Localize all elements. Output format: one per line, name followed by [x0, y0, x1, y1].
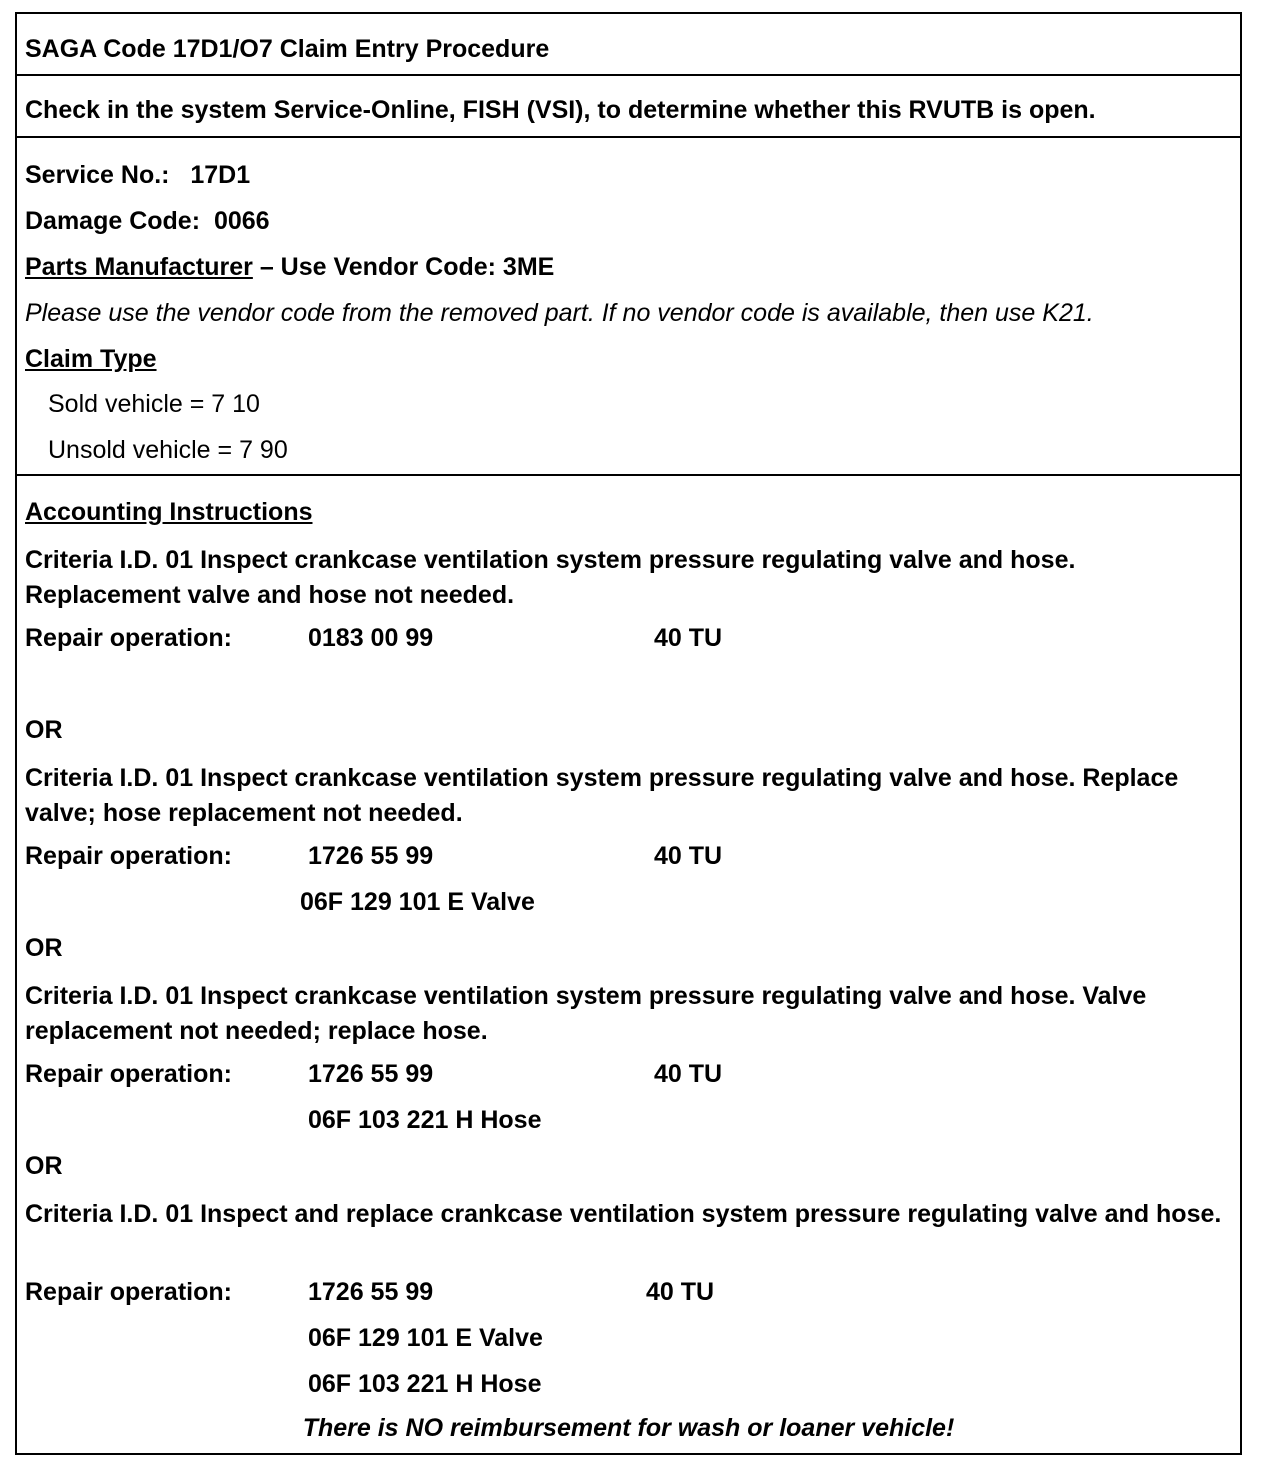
- document-title: SAGA Code 17D1/O7 Claim Entry Procedure: [25, 35, 550, 63]
- repair-operation-2: [25, 841, 1230, 871]
- or-separator: OR: [25, 1152, 63, 1180]
- accounting-heading: Accounting Instructions: [25, 498, 313, 526]
- repair-label: Repair operation:: [25, 842, 232, 870]
- repair-operation-1: [25, 623, 1230, 653]
- vendor-note: Please use the vendor code from the removed part. If no vendor code is available, then use K21.: [25, 299, 1094, 327]
- vendor-code-text: – Use Vendor Code: 3ME: [259, 253, 555, 281]
- damage-code: [25, 206, 270, 236]
- or-separator: OR: [25, 716, 63, 744]
- time-units: 40 TU: [654, 624, 723, 652]
- part-number: 06F 103 221 H Hose: [308, 1370, 542, 1398]
- repair-label: Repair operation:: [25, 624, 232, 652]
- service-no-label: Service No.:: [25, 161, 170, 189]
- time-units: 40 TU: [654, 1060, 723, 1088]
- criteria-option-2: Criteria I.D. 01 Inspect crankcase ventilation system pressure regulating valve and hose. Replace valve; hose replacement not needed.: [25, 764, 1179, 827]
- damage-code-label: Damage Code:: [25, 207, 201, 235]
- reimbursement-note: There is NO reimbursement for wash or loaner vehicle!: [302, 1414, 955, 1442]
- service-no: [25, 160, 250, 190]
- check-instruction: Check in the system Service-Online, FISH (VSI), to determine whether this RVUTB is open.: [25, 96, 1096, 124]
- operation-code: 1726 55 99: [308, 842, 434, 870]
- parts-manufacturer-label: Parts Manufacturer: [25, 253, 253, 281]
- claim-type-unsold: Unsold vehicle = 7 90: [48, 436, 288, 464]
- part-number: 06F 129 101 E Valve: [308, 1324, 543, 1352]
- time-units: 40 TU: [646, 1278, 715, 1306]
- accounting-row: [17, 476, 1240, 1455]
- title-row: [17, 14, 1240, 76]
- damage-code-value: 0066: [213, 207, 270, 235]
- claim-type-heading: Claim Type: [25, 345, 157, 373]
- criteria-option-3: Criteria I.D. 01 Inspect crankcase ventilation system pressure regulating valve and hose. Valve replacement not needed; replace hose.: [25, 982, 1147, 1045]
- service-info-row: [17, 138, 1240, 476]
- operation-code: 1726 55 99: [308, 1060, 434, 1088]
- operation-code: 0183 00 99: [308, 624, 434, 652]
- time-units: 40 TU: [654, 842, 723, 870]
- vendor-code-line: [25, 252, 554, 282]
- service-no-value: 17D1: [190, 161, 251, 189]
- claim-type-sold: Sold vehicle = 7 10: [48, 390, 260, 418]
- criteria-option-1: Criteria I.D. 01 Inspect crankcase ventilation system pressure regulating valve and hose. Replacement valve and hose not needed.: [25, 546, 1076, 609]
- claim-procedure-document: [15, 12, 1242, 1455]
- part-number: 06F 103 221 H Hose: [308, 1106, 542, 1134]
- repair-operation-3: [25, 1059, 1230, 1089]
- criteria-option-4: Criteria I.D. 01 Inspect and replace crankcase ventilation system pressure regulating valve and hose.: [25, 1200, 1222, 1228]
- repair-operation-4: [25, 1277, 1230, 1307]
- check-row: [17, 76, 1240, 138]
- or-separator: OR: [25, 934, 63, 962]
- repair-label: Repair operation:: [25, 1060, 232, 1088]
- operation-code: 1726 55 99: [308, 1278, 434, 1306]
- part-number: 06F 129 101 E Valve: [300, 888, 535, 916]
- repair-label: Repair operation:: [25, 1278, 232, 1306]
